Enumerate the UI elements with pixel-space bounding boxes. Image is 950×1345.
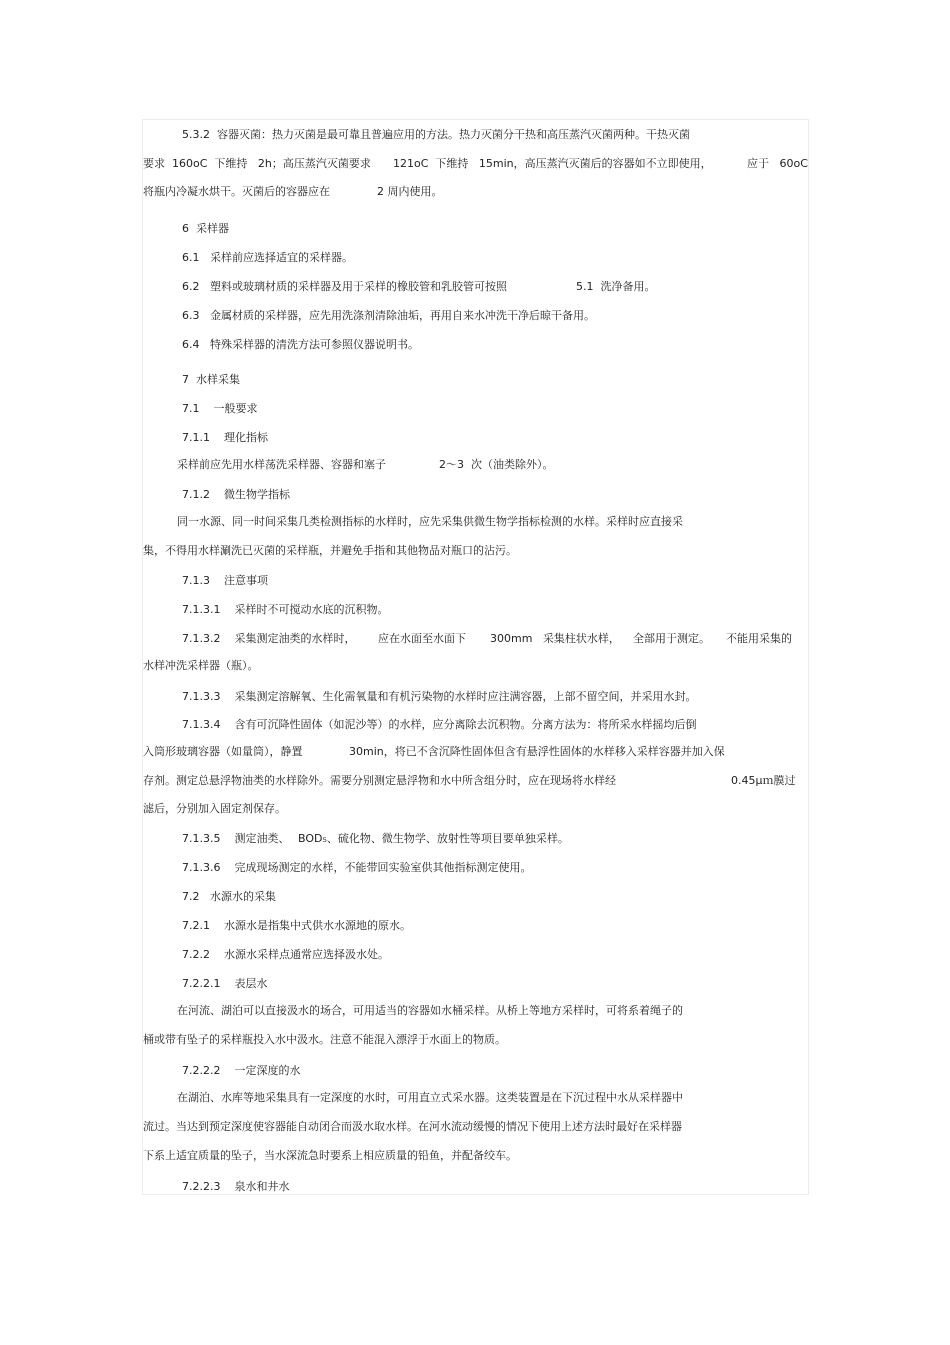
text-line bbox=[0, 248, 950, 268]
text-line bbox=[0, 916, 950, 936]
text-segment: 2 周内使用。 bbox=[377, 185, 443, 198]
text-line bbox=[0, 125, 950, 145]
text-segment: 不能用采集的 bbox=[726, 632, 792, 645]
text-segment: 7.2.2 水源水采样点通常应选择汲水处。 bbox=[182, 948, 389, 961]
text-line bbox=[0, 887, 950, 907]
text-segment: 在河流、湖泊可以直接汲水的场合，可用适当的容器如水桶采样。从桥上等地方采样时，可将系着绳子的 bbox=[177, 1004, 683, 1017]
text-line bbox=[0, 1001, 950, 1021]
text-segment: 要求 160oC 下维持 2h；高压蒸汽灭菌要求 bbox=[143, 157, 371, 170]
text-segment: 下系上适宜质量的坠子，当水深流急时要系上相应质量的铅鱼，并配备绞车。 bbox=[143, 1149, 517, 1162]
text-segment: 7.1 一般要求 bbox=[182, 402, 258, 415]
text-line bbox=[0, 974, 950, 994]
text-segment: 7.2.2.3 泉水和井水 bbox=[182, 1180, 290, 1193]
text-line bbox=[0, 399, 950, 419]
text-segment: 7.2 水源水的采集 bbox=[182, 890, 276, 903]
text-line bbox=[0, 1146, 950, 1166]
text-line bbox=[0, 370, 950, 390]
text-line bbox=[0, 541, 950, 561]
text-segment: 6 采样器 bbox=[182, 222, 229, 235]
text-segment: 5.1 洗净备用。 bbox=[576, 280, 656, 293]
text-segment: 5.3.2 容器灭菌：热力灭菌是最可靠且普遍应用的方法。热力灭菌分干热和高压蒸汽灭菌两种。干热灭菌 bbox=[182, 128, 690, 141]
text-segment: 6.4 特殊采样器的清洗方法可参照仪器说明书。 bbox=[182, 338, 419, 351]
text-line bbox=[0, 600, 950, 620]
text-line bbox=[0, 829, 950, 849]
text-segment: 全部用于测定。 bbox=[633, 632, 710, 645]
text-line bbox=[0, 945, 950, 965]
text-line bbox=[0, 687, 950, 707]
text-segment: 水样冲洗采样器（瓶）。 bbox=[143, 659, 259, 672]
text-segment: 采样前应先用水样荡洗采样器、容器和塞子 bbox=[177, 458, 386, 471]
text-segment: 6.2 塑料或玻璃材质的采样器及用于采样的橡胶管和乳胶管可按照 bbox=[182, 280, 507, 293]
text-segment: 桶或带有坠子的采样瓶投入水中汲水。注意不能混入漂浮于水面上的物质。 bbox=[143, 1033, 506, 1046]
text-line bbox=[0, 742, 950, 762]
text-line bbox=[0, 219, 950, 239]
text-segment: 7.1.3.6 完成现场测定的水样，不能带回实验室供其他指标测定使用。 bbox=[182, 861, 532, 874]
text-line bbox=[0, 277, 950, 297]
text-line bbox=[0, 629, 950, 649]
text-segment: 7.1.1 理化指标 bbox=[182, 431, 268, 444]
text-segment: 7.1.3 注意事项 bbox=[182, 574, 268, 587]
text-segment: 集，不得用水样涮洗已灭菌的采样瓶，并避免手指和其他物品对瓶口的沾污。 bbox=[143, 544, 517, 557]
text-segment: 应于 60oC bbox=[747, 157, 808, 170]
text-segment: 流过。当达到预定深度使容器能自动闭合而汲水取水样。在河水流动缓慢的情况下使用上述方法时最好在采样器 bbox=[143, 1120, 682, 1133]
text-segment: 7.1.3.1 采样时不可搅动水底的沉积物。 bbox=[182, 603, 389, 616]
text-segment: 将瓶内冷凝水烘干。灭菌后的容器应在 bbox=[143, 185, 330, 198]
text-segment: 7.2.2.2 一定深度的水 bbox=[182, 1064, 301, 1077]
text-line bbox=[0, 1117, 950, 1137]
text-line bbox=[0, 1088, 950, 1108]
text-segment: 7.1.2 微生物学指标 bbox=[182, 488, 290, 501]
text-segment: 121oC 下维持 15min，高压蒸汽灭菌后的容器如不立即使用， bbox=[393, 157, 712, 170]
text-line bbox=[0, 715, 950, 735]
text-segment: 7.2.1 水源水是指集中式供水水源地的原水。 bbox=[182, 919, 411, 932]
text-line bbox=[0, 799, 950, 819]
text-line bbox=[0, 858, 950, 878]
text-line bbox=[0, 656, 950, 676]
text-segment: 7 水样采集 bbox=[182, 373, 240, 386]
text-line bbox=[0, 485, 950, 505]
text-segment: 应在水面至水面下 bbox=[378, 632, 466, 645]
text-segment: 入筒形玻璃容器（如量筒），静置 bbox=[143, 745, 303, 758]
text-segment: 滤后，分别加入固定剂保存。 bbox=[143, 802, 286, 815]
text-line bbox=[0, 182, 950, 202]
text-line bbox=[0, 335, 950, 355]
text-line bbox=[0, 306, 950, 326]
text-line bbox=[0, 512, 950, 532]
text-segment: 7.1.3.5 测定油类、 bbox=[182, 832, 290, 845]
text-segment: 6.1 采样前应选择适宜的采样器。 bbox=[182, 251, 353, 264]
text-line bbox=[0, 428, 950, 448]
text-line bbox=[0, 455, 950, 475]
text-segment: 6.3 金属材质的采样器，应先用洗涤剂清除油垢，再用自来水冲洗干净后晾干备用。 bbox=[182, 309, 595, 322]
text-line bbox=[0, 1061, 950, 1081]
text-segment: 2～3 次（油类除外）。 bbox=[439, 458, 554, 471]
text-segment: 0.45μｍ膜过 bbox=[731, 774, 796, 787]
text-segment: BOD₅、硫化物、微生物学、放射性等项目要单独采样。 bbox=[298, 832, 569, 845]
text-segment: 300mm 采集柱状水样， bbox=[490, 632, 620, 645]
text-segment: 7.1.3.4 含有可沉降性固体（如泥沙等）的水样，应分离除去沉积物。分离方法为：将所采水样摇均后倒 bbox=[182, 718, 697, 731]
text-segment: 7.2.2.1 表层水 bbox=[182, 977, 268, 990]
text-line bbox=[0, 1177, 950, 1197]
text-line bbox=[0, 1030, 950, 1050]
text-segment: 7.1.3.2 采集测定油类的水样时， bbox=[182, 632, 356, 645]
text-segment: 同一水源、同一时间采集几类检测指标的水样时，应先采集供微生物学指标检测的水样。采样时应直接采 bbox=[177, 515, 683, 528]
text-line bbox=[0, 571, 950, 591]
text-line bbox=[0, 771, 950, 791]
text-segment: 在湖泊、水库等地采集具有一定深度的水时，可用直立式采水器。这类装置是在下沉过程中水从采样器中 bbox=[177, 1091, 683, 1104]
text-segment: 存剂。测定总悬浮物油类的水样除外。需要分别测定悬浮物和水中所含组分时，应在现场将水样经 bbox=[143, 774, 616, 787]
text-segment: 30min，将已不含沉降性固体但含有悬浮性固体的水样移入采样容器并加入保 bbox=[349, 745, 725, 758]
text-segment: 7.1.3.3 采集测定溶解氧、生化需氧量和有机污染物的水样时应注满容器，上部不留空间，并采用水封。 bbox=[182, 690, 697, 703]
text-line bbox=[0, 154, 950, 174]
